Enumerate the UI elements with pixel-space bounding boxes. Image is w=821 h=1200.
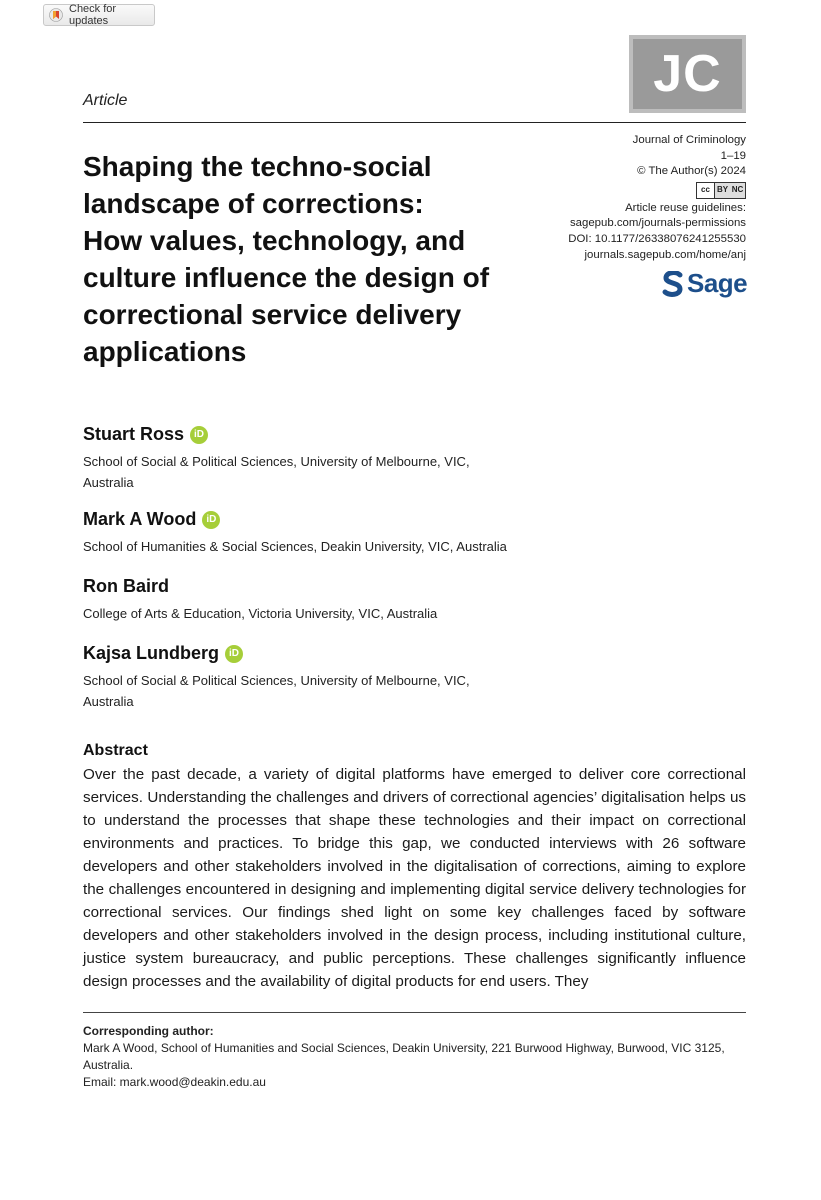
journal-logo: [629, 35, 746, 113]
footnote-divider: [83, 1012, 746, 1013]
journal-logo-text: JC: [653, 45, 722, 103]
copyright: © The Author(s) 2024: [637, 165, 746, 178]
author-name: Kajsa Lundberg: [83, 643, 220, 663]
orcid-icon[interactable]: iD: [202, 511, 220, 529]
article-title: Shaping the techno-social landscape of corrections: How values, technology, and culture influence the design of correctional service delivery applications: [83, 151, 490, 367]
sage-s-icon: [662, 271, 684, 297]
orcid-icon[interactable]: iD: [225, 645, 243, 663]
corresponding-address: Mark A Wood, School of Humanities and Social Sciences, Deakin University, 221 Burwood Highway, Burwood, VIC 3125, Australia.: [83, 1041, 725, 1072]
cc-nc-icon: NC: [730, 183, 745, 198]
author-name: Mark A Wood: [83, 509, 197, 529]
author-block: [83, 576, 563, 624]
corresponding-heading: Corresponding author:: [83, 1024, 214, 1038]
corresponding-author: [83, 1023, 753, 1091]
reuse-link[interactable]: sagepub.com/journals-permissions: [569, 217, 746, 230]
author-affiliation: School of Humanities & Social Sciences, Deakin University, VIC, Australia: [83, 539, 507, 554]
reuse-label: Article reuse guidelines:: [625, 201, 746, 214]
header-divider: [83, 122, 746, 123]
page-range: 1–19: [720, 149, 746, 162]
crossmark-icon: [49, 8, 63, 22]
abstract-text: Over the past decade, a variety of digital platforms have emerged to deliver core correctional services. Understanding the challenges and drivers of correctional agencies’ digitalisation helps us to understand the processes that shape these technologies and their impact on correctional environments and practices. To bridge this gap, we conducted interviews with 26 software developers and other stakeholders involved in the digitalisation of corrections, aiming to explore the challenges encountered in designing and implementing digital service delivery technologies for correctional services. Our findings shed light on some key challenges faced by software developers and other stakeholders involved in the design process, including institutional culture, justice system bureaucracy, and public perceptions. These challenges significantly influence design processes and the availability of digital products for end users. They: [83, 766, 746, 990]
author-name: Ron Baird: [83, 576, 170, 596]
journal-name: Journal of Criminology: [632, 134, 746, 146]
article-type: Article: [83, 92, 128, 109]
cc-by-icon: BY: [715, 183, 730, 198]
author-block: [83, 509, 563, 557]
author-name: Stuart Ross: [83, 424, 185, 444]
sage-logo: [662, 268, 747, 299]
corresponding-email[interactable]: Email: mark.wood@deakin.edu.au: [83, 1075, 266, 1089]
check-for-updates-label: Check for updates: [69, 3, 117, 27]
author-affiliation: College of Arts & Education, Victoria University, VIC, Australia: [83, 606, 438, 621]
cc-icon: cc: [697, 183, 715, 198]
orcid-icon[interactable]: iD: [190, 426, 208, 444]
author-block: [83, 424, 523, 493]
author-affiliation: School of Social & Political Sciences, University of Melbourne, VIC, Australia: [83, 454, 470, 490]
author-block: [83, 643, 523, 712]
sage-wordmark: Sage: [687, 268, 748, 298]
article-metadata: [568, 133, 746, 263]
doi[interactable]: DOI: 10.1177/26338076241255530: [568, 232, 746, 245]
abstract-heading: Abstract: [83, 742, 148, 759]
author-affiliation: School of Social & Political Sciences, University of Melbourne, VIC, Australia: [83, 673, 470, 709]
check-for-updates-button[interactable]: [43, 4, 155, 26]
journal-link[interactable]: journals.sagepub.com/home/anj: [584, 248, 746, 261]
cc-license-badge[interactable]: [696, 182, 746, 199]
